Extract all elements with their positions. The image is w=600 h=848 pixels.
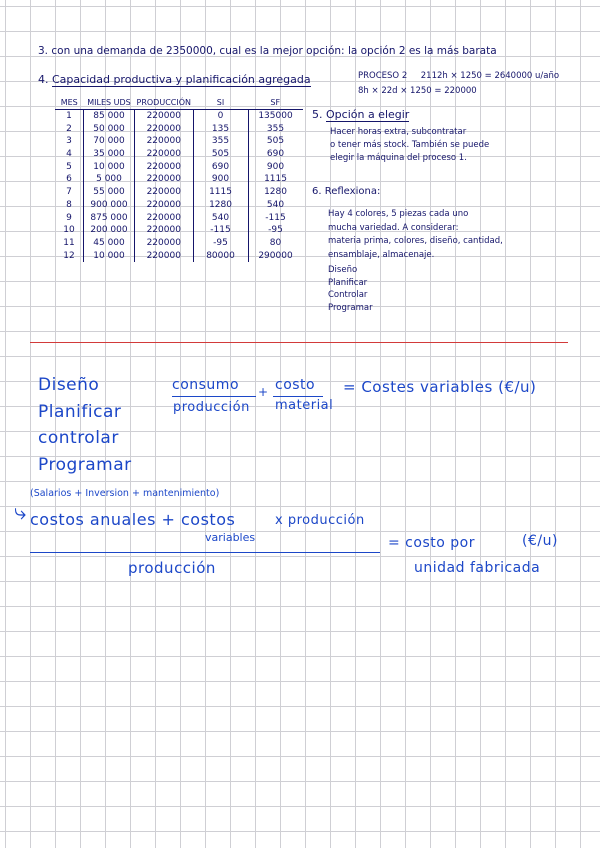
table-cell: 220000	[135, 135, 194, 148]
table-cell: 220000	[135, 122, 194, 135]
table-row	[55, 109, 303, 122]
item6-list-item: Planificar	[328, 277, 368, 288]
table-cell: 220000	[135, 109, 194, 122]
table-cell: 1	[66, 111, 72, 122]
item6-heading	[312, 186, 380, 197]
item6-number: 6.	[312, 186, 322, 197]
item4-calc-label: PROCESO 2	[358, 71, 408, 81]
table-cell: 11	[63, 237, 75, 248]
item4-calc-line2: 8h × 22d × 1250 = 220000	[358, 86, 477, 96]
table-cell: 220000	[135, 186, 194, 199]
table-cell: 290000	[248, 249, 303, 262]
table-cell: 1115	[248, 173, 303, 186]
formula1-denominator: producción	[173, 400, 250, 415]
table-row	[55, 224, 303, 237]
item5-line: Hacer horas extra, subcontratar	[330, 127, 467, 137]
table-cell: 1115	[193, 186, 248, 199]
table-cell: 3	[66, 136, 72, 147]
table-cell: 35 000	[84, 148, 135, 161]
formula2-numerator-a: costos anuales + costos	[30, 510, 236, 529]
item5-line: elegir la máquina del proceso 1.	[330, 153, 467, 163]
item5-title: Opción a elegir	[326, 108, 410, 121]
item4-number: 4.	[38, 73, 49, 86]
item5-line: o tener más stock. También se puede	[330, 140, 490, 150]
table-cell: 875 000	[84, 211, 135, 224]
table-cell: 2	[66, 123, 72, 134]
item6-line: mucha variedad. A considerar:	[328, 222, 459, 233]
lower-list-item: Diseño	[38, 375, 100, 395]
table-cell: -115	[248, 211, 303, 224]
table-row	[55, 211, 303, 224]
table-cell: 355	[248, 122, 303, 135]
table-cell: 45 000	[84, 237, 135, 250]
item6-title: Reflexiona:	[324, 186, 381, 197]
table-row	[55, 249, 303, 262]
item4-calc	[358, 71, 559, 81]
item4-title: Capacidad productiva y planificación agregada	[52, 73, 311, 86]
table-cell: 55 000	[84, 186, 135, 199]
item6-list-item: Programar	[328, 302, 373, 313]
formula1-result: = Costes variables (€/u)	[343, 378, 537, 396]
item6-list-item: Controlar	[328, 290, 368, 300]
table-cell: 5 000	[84, 173, 135, 186]
table-cell: 220000	[135, 211, 194, 224]
table-cell: 135	[193, 122, 248, 135]
table-cell: 505	[193, 148, 248, 161]
table-cell: 900 000	[84, 199, 135, 212]
table-cell: 5	[66, 161, 72, 172]
item6-list-item: Diseño	[328, 265, 358, 275]
table-cell: 10 000	[84, 160, 135, 173]
table-cell: -115	[193, 224, 248, 237]
formula1-fraction-bar	[172, 396, 256, 397]
table-cell: 50 000	[84, 122, 135, 135]
table-cell: 1280	[248, 186, 303, 199]
table-row	[55, 135, 303, 148]
table-cell: 12	[63, 250, 75, 261]
table-cell: 690	[193, 160, 248, 173]
formula2-result-line1: = costo por	[388, 535, 475, 551]
formula1-plus: +	[258, 385, 269, 399]
table-cell: 900	[248, 160, 303, 173]
header-sf: SF	[248, 96, 303, 109]
header-mes: MES	[55, 96, 84, 109]
table-row	[55, 122, 303, 135]
formula1-numerator: consumo	[172, 377, 240, 393]
table-row	[55, 160, 303, 173]
header-miles: MILES UDS	[84, 96, 135, 109]
item6-line: materia prima, colores, diseño, cantidad,	[328, 236, 503, 246]
formula2-times: x producción	[275, 513, 365, 528]
header-si: SI	[193, 96, 248, 109]
item5-heading	[312, 108, 409, 121]
item3-number: 3.	[38, 45, 49, 57]
table-cell: 7	[66, 187, 72, 198]
formula2-result-line2: unidad fabricada	[414, 560, 541, 576]
table-row	[55, 199, 303, 212]
formula2-fraction-bar	[30, 552, 380, 553]
lower-list-item: Planificar	[38, 401, 122, 422]
table-cell: 8	[66, 199, 72, 210]
item6-list	[328, 264, 373, 314]
table-cell: 220000	[135, 249, 194, 262]
item4-calc-line1: 2112h × 1250 = 2640000 u/año	[420, 71, 560, 81]
table-cell: 220000	[135, 148, 194, 161]
formula2-denominator: producción	[128, 559, 216, 577]
table-cell: 135000	[248, 109, 303, 122]
table-cell: 80	[248, 237, 303, 250]
item6-line: Hay 4 colores, 5 piezas cada uno	[328, 209, 469, 219]
table-cell: -95	[193, 237, 248, 250]
table-cell: 690	[248, 148, 303, 161]
curly-arrow-icon: ⤷	[14, 500, 27, 525]
table-row	[55, 148, 303, 161]
table-row	[55, 173, 303, 186]
item3-answer: la opción 2 es la más barata	[347, 45, 497, 57]
table-cell: -95	[248, 224, 303, 237]
section-divider	[30, 342, 568, 343]
table-cell: 10	[63, 225, 75, 236]
table-cell: 80000	[193, 249, 248, 262]
table-header-row	[55, 96, 303, 109]
table-cell: 10 000	[84, 249, 135, 262]
table-cell: 220000	[135, 237, 194, 250]
table-cell: 0	[193, 109, 248, 122]
formula1-term2-bar	[273, 396, 323, 397]
table-cell: 220000	[135, 199, 194, 212]
table-cell: 4	[66, 149, 72, 160]
table-cell: 900	[193, 173, 248, 186]
production-table	[55, 96, 303, 262]
table-cell: 200 000	[84, 224, 135, 237]
table-cell: 220000	[135, 173, 194, 186]
table-cell: 540	[193, 211, 248, 224]
formula1-term2-top: costo	[275, 377, 316, 393]
formula2-numerator-b: variables	[205, 531, 256, 544]
item6-body	[328, 208, 503, 262]
item5-number: 5.	[312, 108, 323, 121]
table-cell: 9	[66, 212, 72, 223]
item5-body	[330, 126, 489, 165]
table-cell: 540	[248, 199, 303, 212]
formula1-term2-bottom: material	[275, 398, 334, 413]
item6-line: ensamblaje, almacenaje.	[328, 249, 435, 260]
table-row	[55, 237, 303, 250]
table-cell: 220000	[135, 224, 194, 237]
formula2-result-unit: (€/u)	[522, 533, 558, 549]
table-cell: 70 000	[84, 135, 135, 148]
item3-line	[38, 45, 497, 57]
lower-list	[38, 372, 132, 478]
table-cell: 220000	[135, 160, 194, 173]
item4-heading	[38, 73, 311, 86]
table-row	[55, 186, 303, 199]
lower-list-item: controlar	[38, 428, 119, 448]
table-cell: 355	[193, 135, 248, 148]
header-produccion: PRODUCCIÓN	[135, 96, 194, 109]
table-cell: 1280	[193, 199, 248, 212]
item3-text: con una demanda de 2350000, cual es la mejor opción:	[51, 45, 345, 57]
table-cell: 505	[248, 135, 303, 148]
table-cell: 6	[66, 174, 72, 185]
table-cell: 85 000	[84, 109, 135, 122]
lower-list-item: Programar	[38, 454, 132, 475]
formula2-note: (Salarios + Inversion + mantenimiento)	[30, 488, 220, 499]
